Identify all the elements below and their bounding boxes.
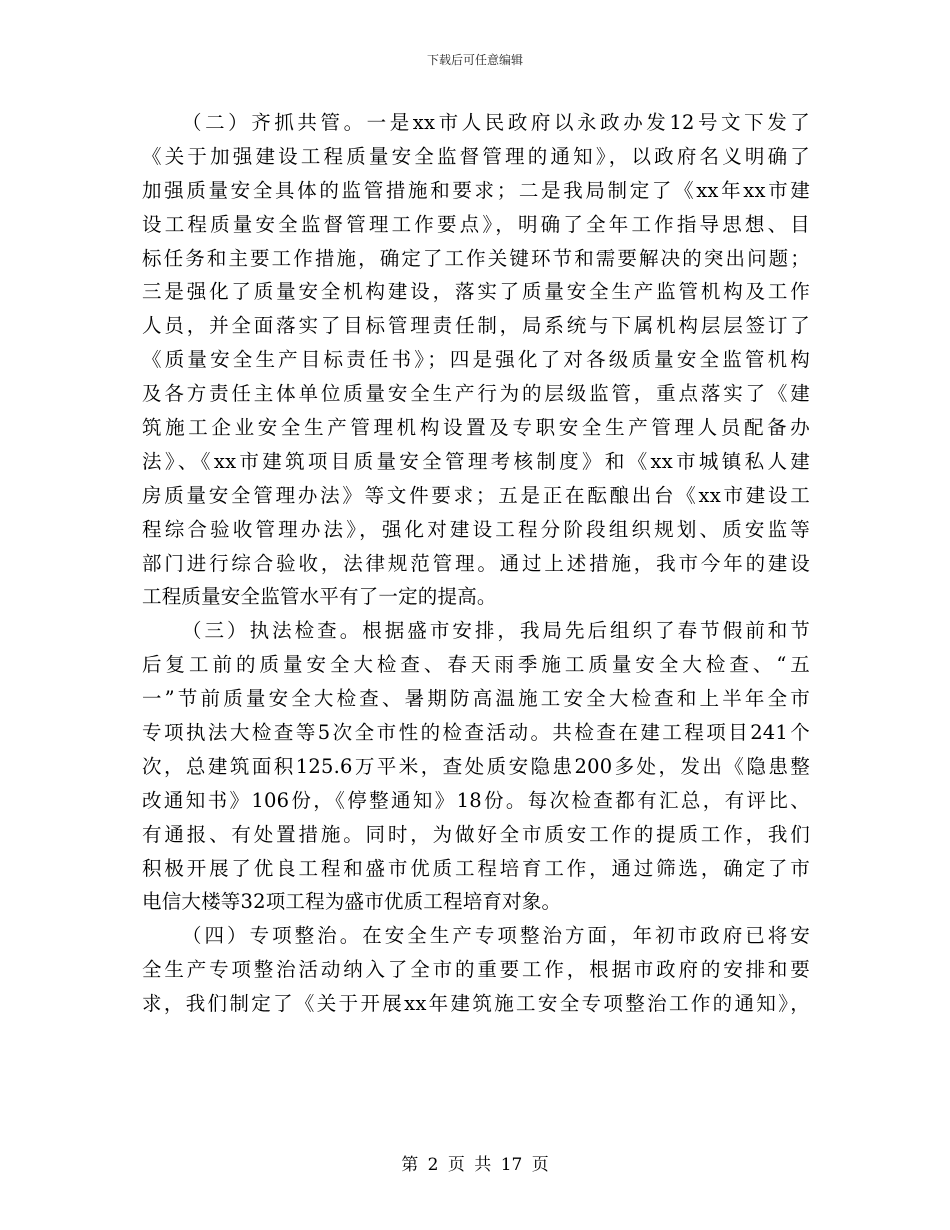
paragraph-law-enforcement [142,614,810,919]
text-line: 积极开展了优良工程和盛市优质工程培育工作，通过筛选，确定了市 [142,856,810,880]
page-header: 下载后可任意编辑 [426,53,523,67]
text-line: 房质量安全管理办法》等文件要求；五是正在酝酿出台《xx市建设工 [142,483,810,507]
text-line: 一”节前质量安全大检查、暑期防高温施工安全大检查和上半年全市 [142,687,810,711]
text-line: 筑施工企业安全生产管理机构设置及专职安全生产管理人员配备办 [142,416,810,440]
text-line: 标任务和主要工作措施，确定了工作关键环节和需要解决的突出问题； [142,246,810,270]
text-line: 设工程质量安全监督管理工作要点》，明确了全年工作指导思想、目 [142,212,810,236]
text-line: 法》、《xx市建筑项目质量安全管理考核制度》和《xx市城镇私人建 [142,449,810,473]
text-line: 次，总建筑面积125.6万平米，查处质安隐患200多处，发出《隐患整 [142,754,810,778]
text-line: 后复工前的质量安全大检查、春天雨季施工质量安全大检查、“五 [142,653,810,677]
document-body [142,106,810,1021]
text-line: 求，我们制定了《关于开展xx年建筑施工安全专项整治工作的通知》， [142,992,810,1016]
text-line: （二）齐抓共管。一是xx市人民政府以永政办发12号文下发了 [182,111,810,134]
page-number: 第 2 页 共 17 页 [401,1155,549,1175]
paragraph-special-rectification [142,919,810,1021]
text-line: 《关于加强建设工程质量安全监督管理的通知》，以政府名义明确了 [142,144,810,168]
text-line: 电信大楼等32项工程为盛市优质工程培育对象。 [142,890,562,914]
text-line: 程综合验收管理办法》，强化对建设工程分阶段组织规划、质安监等 [142,517,810,541]
text-line: 改通知书》106份，《停整通知》18份。每次检查都有汇总，有评比、 [142,788,810,812]
text-line: 部门进行综合验收，法律规范管理。通过上述措施，我市今年的建设 [142,551,810,575]
text-line: 加强质量安全具体的监管措施和要求；二是我局制定了《xx年xx市建 [142,178,810,202]
text-line: 人员，并全面落实了目标管理责任制，局系统与下属机构层层签订了 [142,314,810,338]
text-line: 全生产专项整治活动纳入了全市的重要工作，根据市政府的安排和要 [142,958,810,982]
text-line: 及各方责任主体单位质量安全生产行为的层级监管，重点落实了《建 [142,382,810,406]
text-line: 有通报、有处置措施。同时，为做好全市质安工作的提质工作，我们 [142,822,810,846]
text-line: （四）专项整治。在安全生产专项整治方面，年初市政府已将安 [182,924,810,948]
text-line: 三是强化了质量安全机构建设，落实了质量安全生产监管机构及工作 [142,280,810,304]
text-line: 《质量安全生产目标责任书》；四是强化了对各级质量安全监管机构 [142,348,810,372]
text-line: 工程质量安全监管水平有了一定的提高。 [142,585,497,609]
text-line: （三）执法检查。根据盛市安排，我局先后组织了春节假前和节 [182,619,810,643]
text-line: 专项执法大检查等5次全市性的检查活动。共检查在建工程项目241个 [142,721,810,745]
paragraph-quality-management [142,106,810,614]
